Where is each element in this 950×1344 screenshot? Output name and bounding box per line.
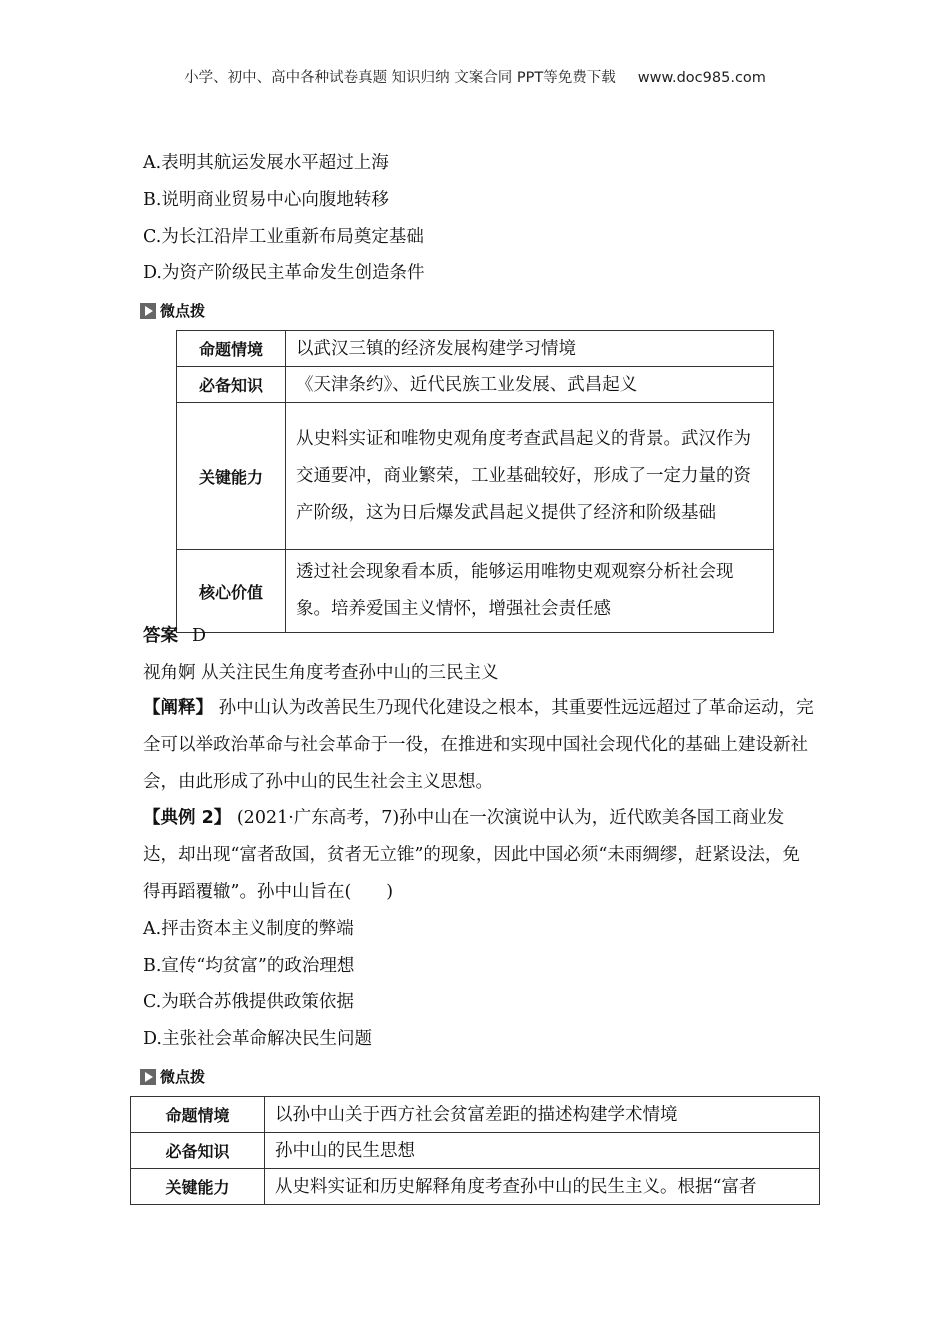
view-angle: 视角婀 从关注民生角度考查孙中山的三民主义 xyxy=(143,663,499,683)
table-row xyxy=(177,331,774,367)
table-value: 从史料实证和唯物史观角度考查武昌起义的背景。武汉作为交通要冲，商业繁荣，工业基础较好，形成了一定力量的资产阶级，这为日后爆发武昌起义提供了经济和阶级基础 xyxy=(286,403,774,550)
q2-option-a: A.抨击资本主义制度的弊端 xyxy=(143,919,354,939)
q1-option-b: B.说明商业贸易中心向腹地转移 xyxy=(143,190,389,210)
page-header xyxy=(0,66,950,87)
q1-option-d: D.为资产阶级民主革命发生创造条件 xyxy=(143,263,425,283)
table-value: 孙中山的民生思想 xyxy=(265,1133,820,1169)
table-key: 关键能力 xyxy=(131,1169,265,1205)
q2-option-b: B.宣传“均贫富”的政治理想 xyxy=(143,956,355,976)
table-value: 以武汉三镇的经济发展构建学习情境 xyxy=(286,331,774,367)
example2-paragraph xyxy=(143,800,815,911)
table-value: 从史料实证和历史解释角度考查孙中山的民生主义。根据“富者 xyxy=(265,1169,820,1205)
tip2-heading xyxy=(140,1066,205,1087)
explain-text: 孙中山认为改善民生乃现代化建设之根本，其重要性远远超过了革命运动，完全可以举政治革命与社会革命于一役，在推进和实现中国社会现代化的基础上建设新社会，由此形成了孙中山的民生社会主义思想。 xyxy=(143,698,814,792)
header-text: 小学、初中、高中各种试卷真题 知识归纳 文案合同 PPT等免费下载 xyxy=(184,70,616,86)
play-icon xyxy=(140,303,156,319)
table-row xyxy=(177,367,774,403)
tip1-label: 微点拨 xyxy=(160,302,206,320)
example2-text: (2021·广东高考，7)孙中山在一次演说中认为，近代欧美各国工商业发达，却出现“富者敌国，贫者无立锥”的现象，因此中国必须“未雨绸缪，赶紧设法，免得再蹈覆辙”。孙中山旨在( ) xyxy=(143,808,800,902)
table-key: 必备知识 xyxy=(177,367,286,403)
table-value: 《天津条约》、近代民族工业发展、武昌起义 xyxy=(286,367,774,403)
answer-line xyxy=(143,624,206,648)
answer-label: 答案 xyxy=(143,626,178,646)
explain-paragraph xyxy=(143,690,815,801)
answer-value: D xyxy=(192,626,207,646)
table-value: 以孙中山关于西方社会贫富差距的描述构建学术情境 xyxy=(265,1097,820,1133)
tip2-label: 微点拨 xyxy=(160,1068,206,1086)
q2-option-d: D.主张社会革命解决民生问题 xyxy=(143,1029,372,1049)
table-key: 必备知识 xyxy=(131,1133,265,1169)
table-key: 命题情境 xyxy=(131,1097,265,1133)
table-key: 关键能力 xyxy=(177,403,286,550)
table-row xyxy=(131,1097,820,1133)
tip1-table xyxy=(176,330,774,633)
tip2-table xyxy=(130,1096,820,1205)
table-row xyxy=(131,1169,820,1205)
q1-option-a: A.表明其航运发展水平超过上海 xyxy=(143,153,389,173)
table-row xyxy=(131,1133,820,1169)
q1-option-c: C.为长江沿岸工业重新布局奠定基础 xyxy=(143,227,424,247)
q2-option-c: C.为联合苏俄提供政策依据 xyxy=(143,992,354,1012)
header-site: www.doc985.com xyxy=(637,70,766,86)
explain-label: 【阐释】 xyxy=(143,698,213,718)
table-row xyxy=(177,403,774,550)
table-key: 命题情境 xyxy=(177,331,286,367)
example2-label: 【典例 2】 xyxy=(143,808,232,828)
play-icon xyxy=(140,1069,156,1085)
table-key: 核心价值 xyxy=(177,550,286,633)
table-row xyxy=(177,550,774,633)
tip1-heading xyxy=(140,300,205,321)
table-value: 透过社会现象看本质，能够运用唯物史观观察分析社会现象。培养爱国主义情怀，增强社会责任感 xyxy=(286,550,774,633)
